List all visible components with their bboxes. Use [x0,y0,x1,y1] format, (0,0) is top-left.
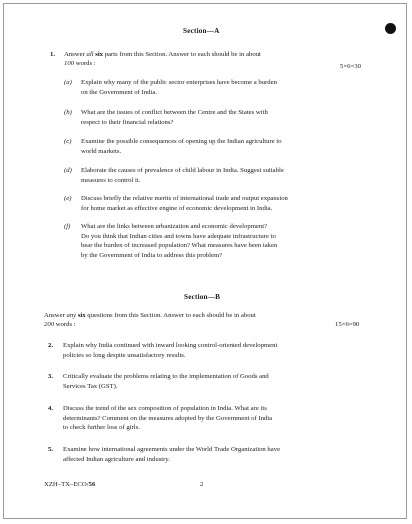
part-text: What are the links between urbanization and economic development? Do you think that Indian cities and towns have adequate infrastructure to bear the burden of increased population? What measures have been taken by the Government of India to address this problem? [81,223,278,259]
question-text: Explain why India continued with inward looking control-oriented development policies so long despite unsatisfactory results. [63,342,278,359]
part-label: (b) [64,109,72,116]
part-text: Discuss briefly the relative merits of international trade and output expansion for home market as effective engine of economic development in India. [81,195,288,212]
section-a-title: Section—A [183,27,220,35]
part-text: Elaborate the causes of prevalence of child labour in India. Suggest suitable measures to control it. [81,167,284,184]
question-number: 3. [48,373,54,380]
section-b-instruction: Answer any six questions from this Section. Answer to each should be in about [44,312,256,319]
question-text: Discuss the trend of the sex composition of population in India. What are its determinants? Comment on the measures adopted by the Government of India to check further loss of girls. [63,405,273,432]
question-text: Critically evaluate the problems relating to the implementation of Goods and Services Tax (GST). [63,373,269,390]
paper-code: XZH–TX–ECO/56 [44,481,96,488]
section-b-instruction-words: 200 words : [44,321,76,328]
part-label: (f) [64,223,71,230]
section-b-marks: 15×6=90 [335,321,360,328]
page-number: 2 [200,481,204,488]
section-b-title: Section—B [184,293,221,301]
question-number: 2. [48,342,54,349]
part-label: (e) [64,195,72,202]
part-label: (c) [64,138,72,145]
part-text: What are the issues of conflict between the Centre and the States with respect to their financial relations? [81,109,268,126]
section-a-marks: 5×6=30 [340,63,361,70]
part-text: Explain why many of the public sector enterprises have become a burden on the Government of India. [81,79,277,96]
part-text: Examine the possible consequences of opening up the Indian agriculture to world markets. [81,138,282,155]
question-text: Examine how international agreements under the World Trade Organization have affected Indian agriculture and industry. [63,446,281,463]
q1-instruction-words: 100 words : [64,60,96,67]
q1-number: 1. [50,51,56,58]
part-label: (a) [64,79,72,86]
question-number: 5. [48,446,54,453]
part-label: (d) [64,167,72,174]
question-number: 4. [48,405,54,412]
q1-instruction: Answer all six parts from this Section. Answer to each should be in about [64,51,261,58]
